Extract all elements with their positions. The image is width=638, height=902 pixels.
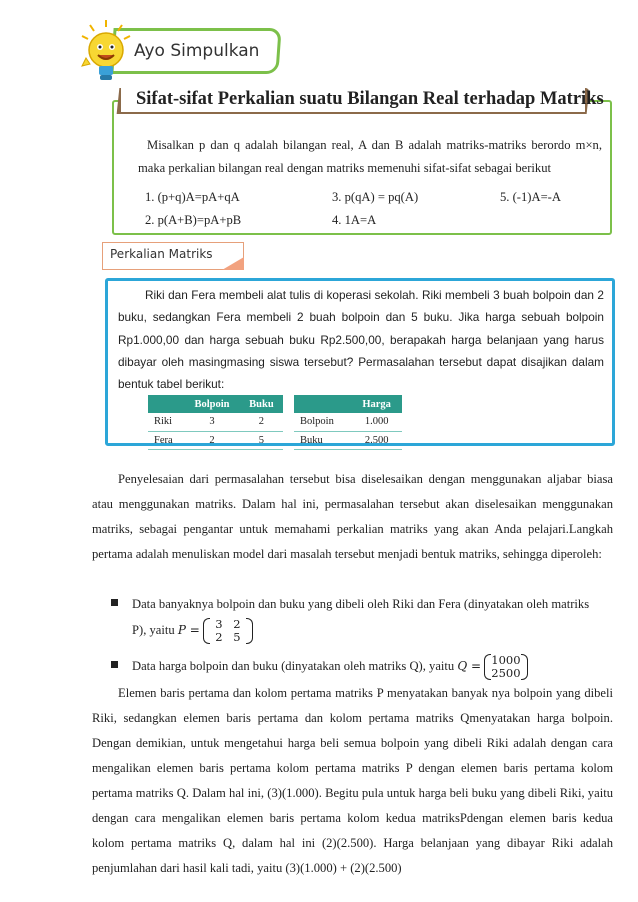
matrix-p [203,618,253,644]
bullet-matrix-p [112,592,612,644]
table-corner [294,395,351,413]
ayo-simpulkan-badge [112,28,280,74]
table-row [294,413,402,431]
lightbulb-mascot-icon [76,18,132,88]
table-cell: 1.000 [351,413,402,431]
matrix-cell: 3 [215,617,223,632]
bullet-square-icon [111,661,118,668]
paragraph-explanation: Elemen baris pertama dan kolom pertama matriks P menyatakan banyak nya bolpoin yang dibeli Riki, sedangkan elemen baris pertama dan kolom pertama matriks Qmenyatakan harga bolpoin. Dengan demikian, untuk mengetahui harga beli semua bolpoin yang dibeli Riki adalah dengan cara mengalikan elemen baris pertama kolom pertama matriks P dengan elemen baris pertama kolom pertama matriks Q. Dalam hal ini, (3)(1.000). Begitu pula untuk harga beli buku yang dibeli Riki, yaitu dengan cara mengalikan elemen baris pertama kolom kedua matriksPdengan elemen baris kedua kolom pertama matriks Q, dalam hal ini (2)(2.500). Harga belanjaan yang dibayar Riki adalah penjumlahan dari hasil kali tadi, yaitu (3)(1.000) + (2)(2.500) [92,686,613,875]
table-cell: 2 [184,431,240,449]
problem-text: Riki dan Fera membeli alat tulis di koperasi sekolah. Riki membeli 3 buah bolpoin dan 2 buku, sedangkan Fera membeli 2 buah bolpoin dan 5 buku. Jika harga sebuah bolpoin Rp1.000,00 dan harga sebuah buku Rp2.500,00, berapakah harga belanjaan yang harus dibayar oleh masingmasing siswa tersebut? Permasalahan tersebut dapat disajikan dalam bentuk tabel berikut: [118,288,604,392]
table-row [148,431,283,449]
table-cell: 5 [240,431,283,449]
table-row [148,413,283,431]
table-header: Buku [240,395,283,413]
table-cell: 2 [240,413,283,431]
table-cell: 3 [184,413,240,431]
table-corner [148,395,184,413]
badge-label: Ayo Simpulkan [134,41,260,61]
sifat-title: Sifat-sifat Perkalian suatu Bilangan Real terhadap Matriks [136,89,604,109]
section-tab-label: Perkalian Matriks [110,247,213,261]
matrix-cell: 2500 [491,666,521,681]
table-cell: Fera [148,431,184,449]
sifat-intro: Misalkan p dan q adalah bilangan real, A dan B adalah matriks-matriks berordo m×n, maka perkalian bilangan real dengan matriks memenuhi sifat-sifat sebagai berikut [138,138,602,175]
property-3: 3. p(qA) = pq(A) [332,190,419,204]
bullet-text-cont: P), yaitu [132,623,175,637]
matrix-cell: 5 [233,630,241,645]
table-cell: 2.500 [351,431,402,449]
property-1: 1. (p+q)A=pA+qA [145,190,240,204]
matrix-cell: 1000 [491,653,521,668]
purchase-table [148,395,283,450]
table-header: Bolpoin [184,395,240,413]
bullet-text: Data banyaknya bolpoin dan buku yang dibeli oleh Riki dan Fera (dinyatakan oleh matriks [132,597,590,611]
table-cell: Buku [294,431,351,449]
matrix-q-label: Q = [457,659,482,673]
paragraph-solution-intro: Penyelesaian dari permasalahan tersebut bisa diselesaikan dengan menggunakan aljabar biasa atau menggunakan matriks. Dalam hal ini, permasalahan tersebut akan diselesaikan menggunakan matriks, sebagai pengantar untuk memahami perkalian matriks yang akan Anda pelajari.Langkah pertama adalah menuliskan model dari masalah tersebut menjadi bentuk matriks, sehingga diperoleh: [92,472,613,561]
table-cell: Riki [148,413,184,431]
matrix-cell: 2 [233,617,241,632]
property-4: 4. 1A=A [332,213,377,227]
tab-fold-corner [222,257,244,270]
property-5: 5. (-1)A=-A [500,190,561,204]
matrix-p-label: P = [177,623,200,637]
matrix-cell: 2 [215,630,223,645]
bullet-square-icon [111,599,118,606]
property-2: 2. p(A+B)=pA+pB [145,213,242,227]
table-cell: Bolpoin [294,413,351,431]
bullet-matrix-q [112,654,612,680]
table-header: Harga [351,395,402,413]
table-row [294,431,402,449]
price-table [294,395,402,450]
bullet-text: Data harga bolpoin dan buku (dinyatakan oleh matriks Q), yaitu [132,659,455,673]
matrix-q [484,654,527,680]
